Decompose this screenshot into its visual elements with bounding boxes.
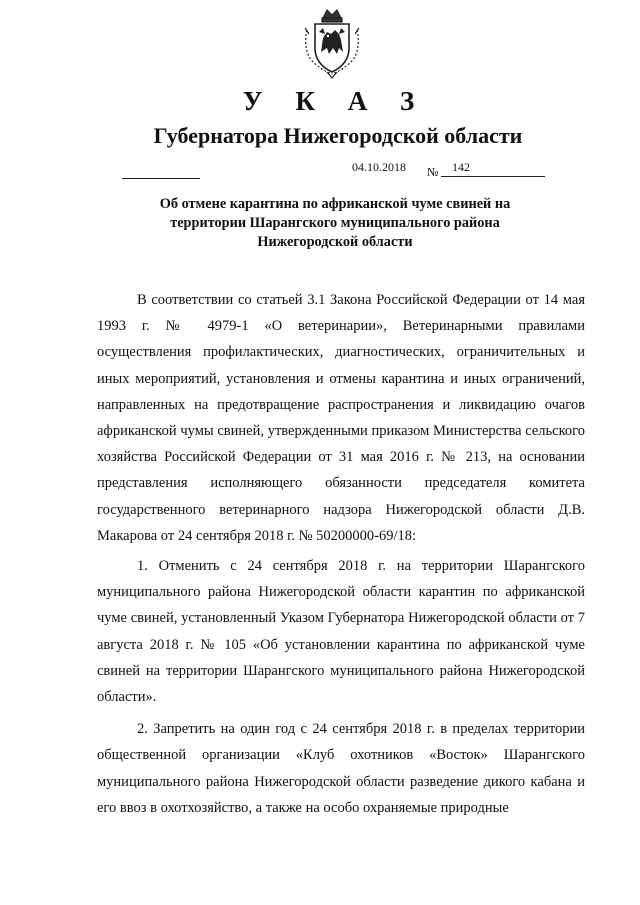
document-type-title: У К А З <box>242 86 428 116</box>
document-date: 04.10.2018 <box>352 160 406 174</box>
signature-blank-line <box>122 178 200 179</box>
number-label: № <box>427 165 439 179</box>
nizhny-novgorod-coat-of-arms-icon <box>301 8 363 80</box>
issuer-title: Губернатора Нижегородской области <box>153 123 523 148</box>
clause-2-paragraph: 2. Запретить на один год с 24 сентября 2018 г. в пределах территории общественной организации «Клуб охотников «Восток» Шарангского муниципального района Нижегородской области разведение дикого кабана и его ввоз в охотхозяйство, а также на особо охраняемые природные <box>97 721 585 816</box>
document-body <box>97 287 585 827</box>
clause-1-paragraph: 1. Отменить с 24 сентября 2018 г. на территории Шарангского муниципального района Нижегородской области карантин по африканской чуме свиней, установленный Указом Губернатора Нижегородской области от 7 августа 2018 г. № 105 «Об установлении карантина по африканской чуме свиней на территории Шарангского муниципального района Нижегородской области». <box>97 558 585 706</box>
number-underline <box>441 176 545 177</box>
document-number: 142 <box>452 160 470 174</box>
document-subject: Об отмене карантина по африканской чуме свиней на территории Шарангского муниципального района Нижегородской области <box>159 196 511 250</box>
preamble-paragraph: В соответствии со статьей 3.1 Закона Российской Федерации от 14 мая 1993 г. № 4979-1 «О ветеринарии», Ветеринарными правилами осуществления профилактических, диагностических, ограничительных и иных мероприятий, установления и отмены карантина и иных ограничений, направленных на предотвращение распространения и ликвидацию очагов африканской чумы свиней, утвержденными приказом Министерства сельского хозяйства Российской Федерации от 31 мая 2016 г. № 213, на основании представления исполняющего обязанности председателя комитета государственного ветеринарного надзора Нижегородской области Д.В. Макарова от 24 сентября 2018 г. № 50200000-69/18: <box>97 292 585 544</box>
